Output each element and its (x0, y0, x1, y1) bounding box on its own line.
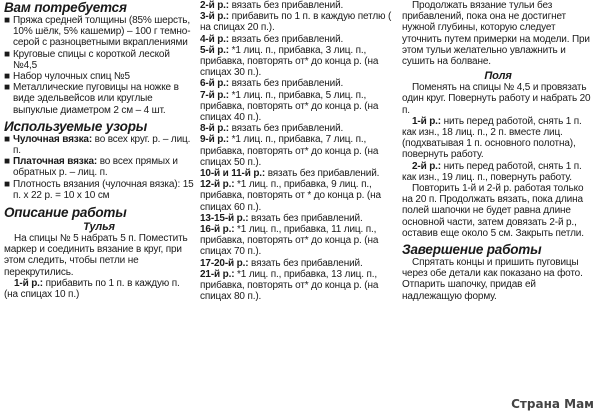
list-item: ■ Круговые спицы с короткой леской №4,5 (4, 48, 170, 71)
row-instruction: 2-й р.: вязать без прибавлений. (200, 0, 344, 11)
row-instruction: 8-й р.: вязать без прибавлений. (200, 123, 344, 135)
row-instruction: 13-15-й р.: вязать без прибавлений. (200, 212, 363, 224)
list-item: ■ Пряжа средней толщины (85% шерсть, 10% шёлк, 5% кашемир) – 100 г темно-серой с разноцветными вкраплениями (4, 15, 191, 49)
row-instruction: 17-20-й р.: вязать без прибавлений. (200, 257, 363, 269)
bullet-icon: ■ (4, 48, 10, 60)
column-1 (4, 0, 194, 410)
row-instruction: 4-й р.: вязать без прибавлений. (200, 33, 344, 45)
needs-list (4, 15, 194, 116)
list-item: ■ Плотность вязания (чулочная вязка): 15 п. х 22 р. = 10 х 10 см (4, 178, 194, 201)
bullet-icon: ■ (4, 133, 10, 145)
bullet-icon: ■ (4, 156, 10, 168)
column-3 (402, 0, 594, 410)
list-item: ■ Набор чулочных спиц №5 (4, 71, 130, 83)
brim-text: Поменять на спицы № 4,5 и провязать один круг. Повернуть работу и набрать 20 п. (402, 82, 591, 116)
finish-text: Спрятать концы и пришить пуговицы через обе детали как показано на фото. Отпарить шапочку, придав ей надлежащую форму. (402, 257, 583, 302)
column-2 (200, 0, 396, 410)
row-instruction: 21-й р.: *1 лиц. п., прибавка, 13 лиц. п., прибавка, повторять от* до конца р. (на спицах 80 п.). (200, 268, 379, 303)
bullet-icon: ■ (4, 178, 10, 190)
row-instruction: 1-й р.: прибавить по 1 п. в каждую п. (на спицах 10 п.) (4, 277, 180, 301)
patterns-heading: Используемые узоры (4, 118, 148, 134)
list-item: ■ Платочная вязка: во всех прямых и обратных р. – лиц. п. (4, 156, 178, 179)
row-instruction: 12-й р.: *1 лиц. п., прибавка, 9 лиц. п., прибавка, повторять от * до конца р. (на спицах 60 п.). (200, 179, 381, 213)
row-instruction: 2-й р.: нить перед работой, снять 1 п. как изн., 19 лиц. п., повернуть работу. (402, 160, 582, 183)
bullet-icon: ■ (4, 71, 10, 83)
needs-heading: Вам потребуется (4, 0, 127, 15)
list-item: ■ Чулочная вязка: во всех круг. р. – лиц. п. (4, 133, 191, 157)
row-instruction: 3-й р.: прибавить по 1 п. в каждую петлю ( на спицах 20 п.). (200, 11, 392, 34)
row-instruction: 7-й р.: *1 лиц. п., прибавка, 5 лиц. п., прибавка, повторять от* до конца р. (на спицах 40 п.). (200, 89, 379, 124)
patterns-list (4, 134, 194, 201)
description-heading: Описание работы (4, 205, 127, 221)
brim-repeat-text: Повторить 1-й и 2-й р. работая только на 20 п. Продолжать вязать, пока длина полей шапочки не будет равна длине основной части, затем довязать 2-й р., оставив еще около 5 см. Закрыть петли. (402, 183, 584, 239)
row-instruction: 5-й р.: *1 лиц. п., прибавка, 3 лиц. п., прибавка, повторять от* до конца р. (на спицах 30 п.). (200, 44, 379, 79)
row-instruction: 16-й р.: *1 лиц. п., прибавка, 11 лиц. п., прибавка, повторять от* до конца р. (на спицах 70 п.). (200, 224, 379, 258)
tulya-continue-text: Продолжать вязание тульи без прибавлений, пока она не достигнет нужной глубины, которую следует уточнить путем примерки на модели. При этом тульи желательно увлажнить и сушить на болване. (402, 0, 590, 68)
watermark: Страна Мам (511, 397, 594, 411)
row-instruction: 6-й р.: вязать без прибавлений. (200, 78, 344, 90)
brim-heading: Поля (484, 70, 512, 83)
row-instruction: 9-й р.: *1 лиц. п., прибавка, 7 лиц. п., прибавка, повторять от* до конца р. (на спицах 50 п.). (200, 134, 379, 168)
tulya-heading: Тулья (83, 221, 115, 234)
bullet-icon: ■ (4, 15, 10, 26)
list-item: ■ Металлические пуговицы на ножке в виде эдельвейсов или круглые выпуклые диаметром 2 см – 4 шт. (4, 82, 179, 116)
row-instruction: 10-й и 11-й р.: вязать без прибавлений. (200, 168, 380, 180)
tulya-text: На спицы № 5 набрать 5 п. Поместить маркер и соединить вязание в круг, при этом следить, чтобы петли не перекрутились. (4, 233, 188, 278)
bullet-icon: ■ (4, 82, 10, 94)
row-instruction: 1-й р.: нить перед работой, снять 1 п. как изн., 18 лиц. п., 2 п. вместе лиц. (подхватывая 1 п. основного полотна), повернуть работу. (402, 115, 582, 161)
finish-heading: Завершение работы (402, 242, 542, 258)
